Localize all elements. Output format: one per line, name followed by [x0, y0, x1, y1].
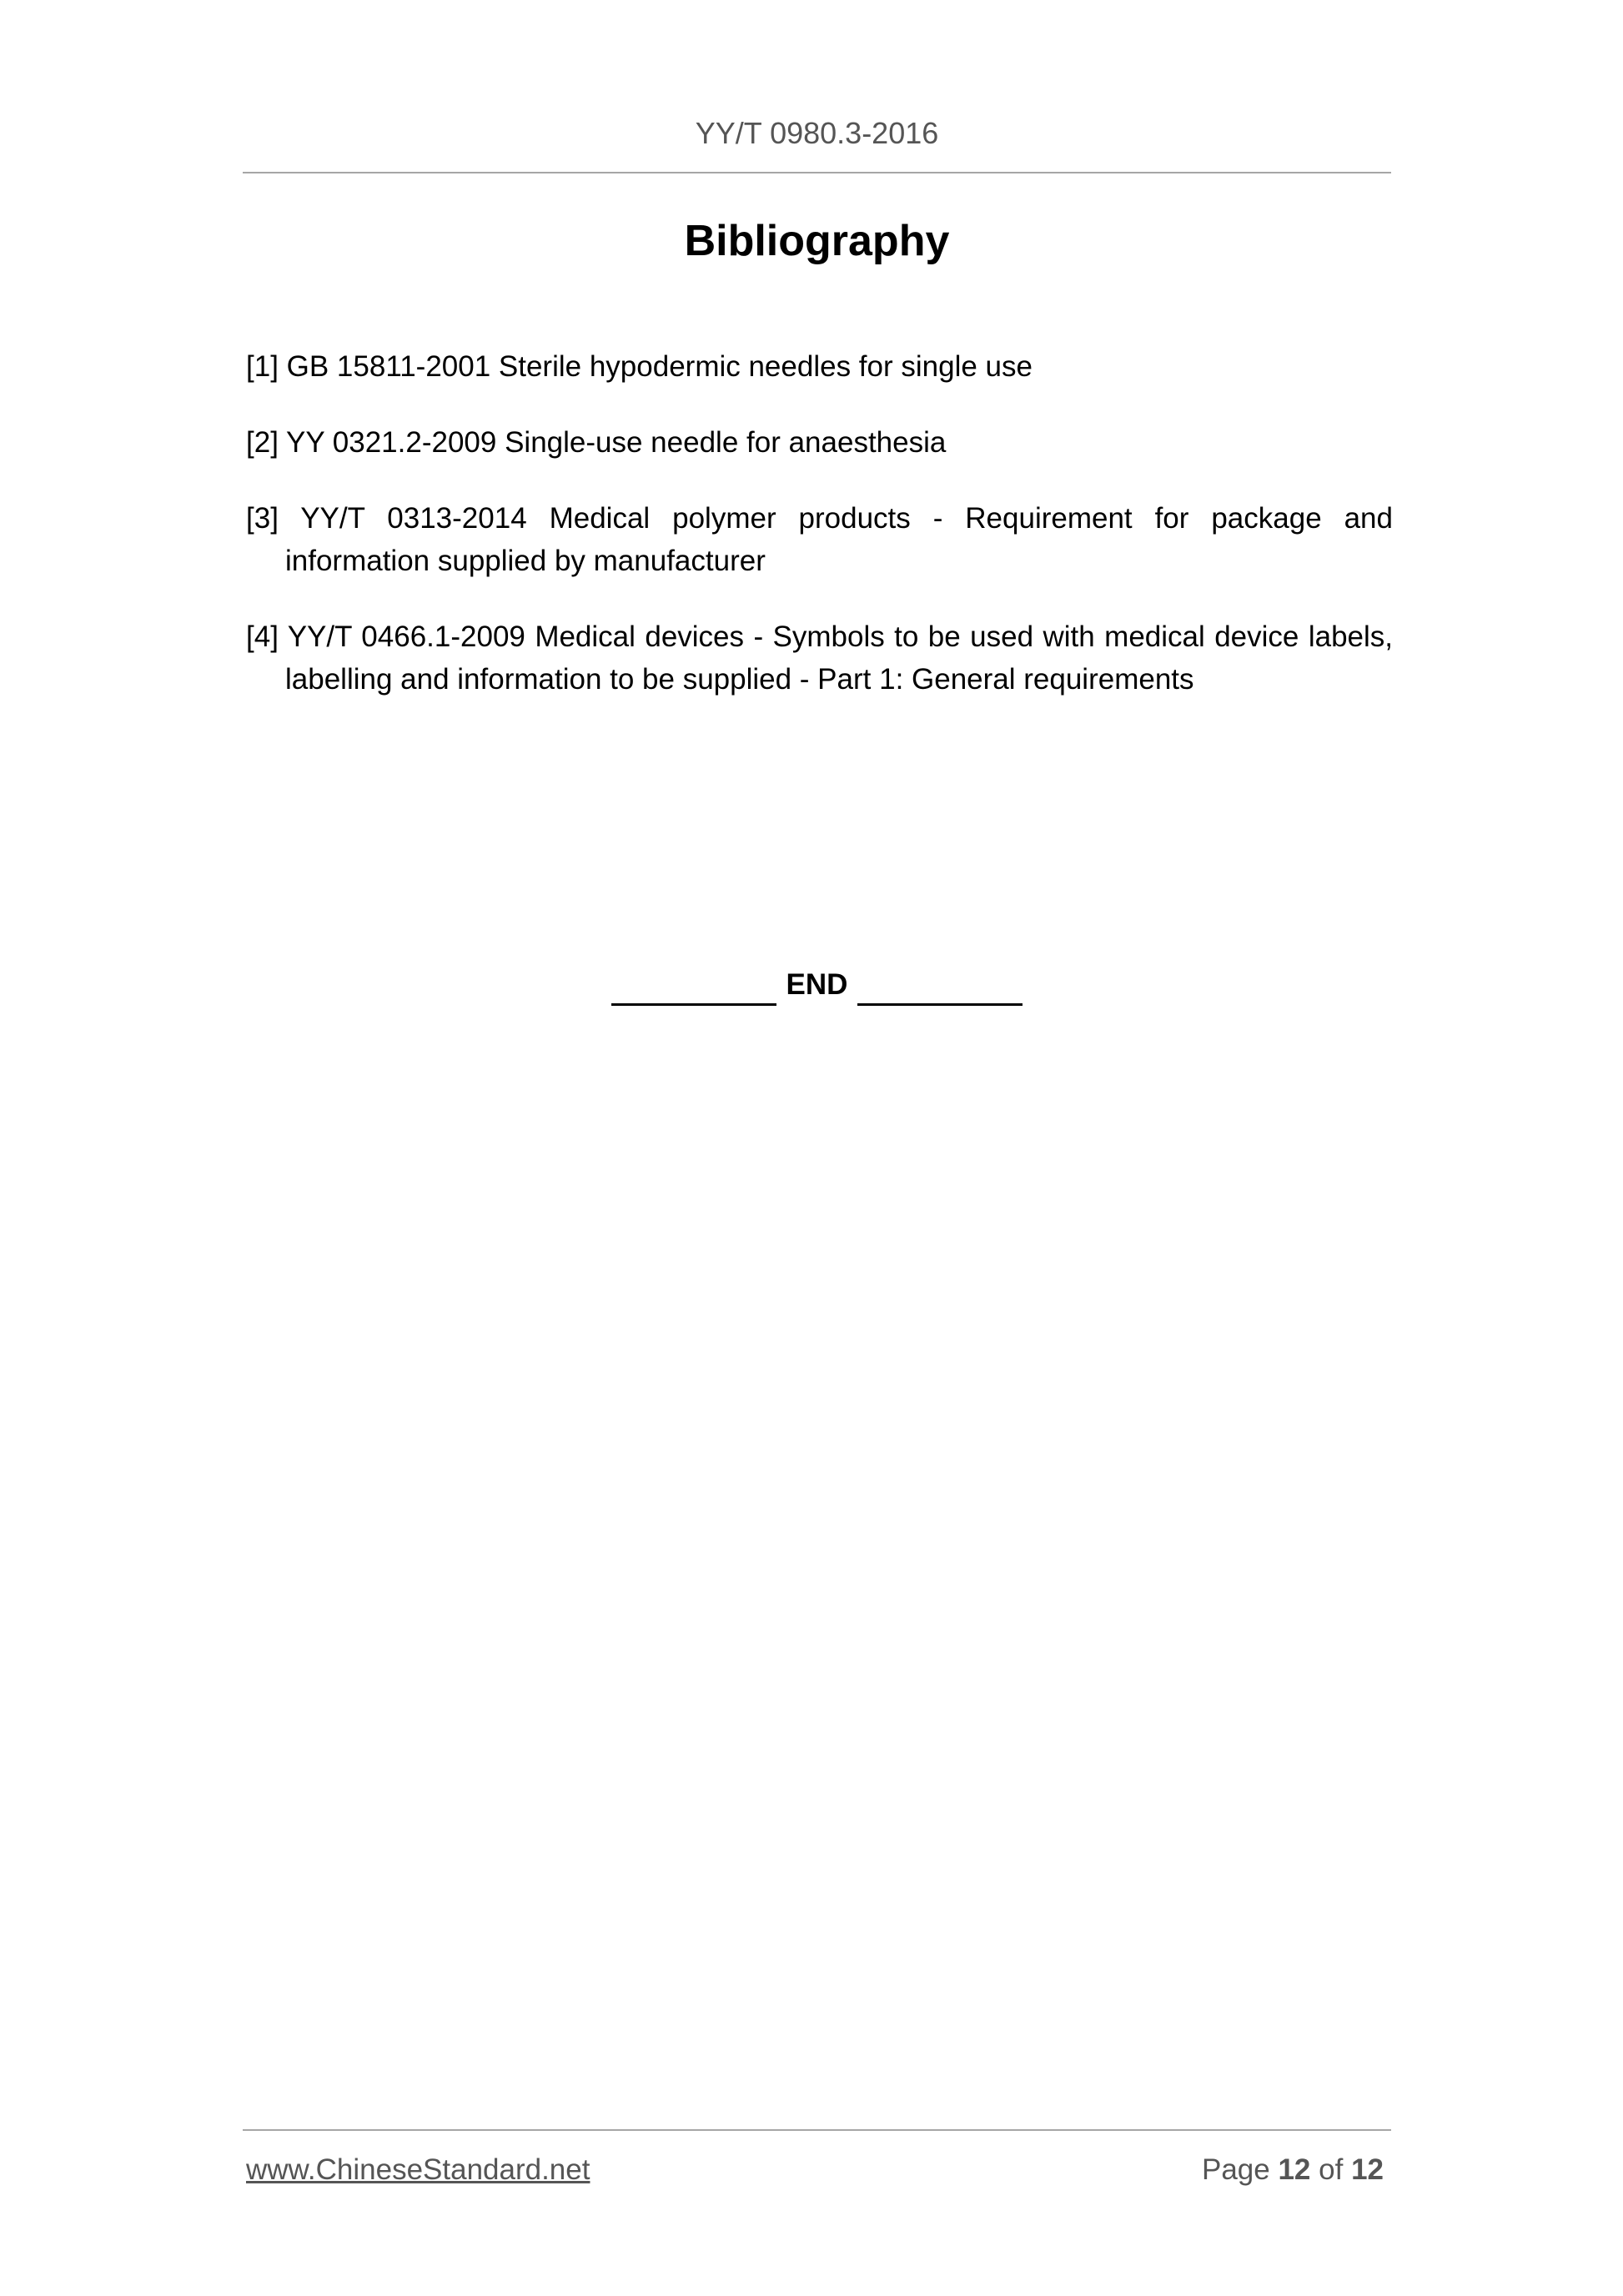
page-title: Bibliography: [684, 217, 950, 265]
header-divider: [243, 172, 1391, 173]
end-marker: [243, 964, 1391, 1006]
bibliography-list: [246, 345, 1393, 734]
document-header-id: YY/T 0980.3-2016: [695, 116, 939, 150]
bibliography-entry-1: [1] GB 15811-2001 Sterile hypodermic needles for single use: [246, 350, 1033, 383]
bibliography-entry-3: [3] YY/T 0313-2014 Medical polymer products - Requirement for package and information supplied by manufacturer: [246, 502, 1393, 577]
end-left-rule: [611, 967, 776, 1006]
page-total: 12: [1351, 2153, 1384, 2186]
page-current: 12: [1278, 2153, 1311, 2186]
footer-website-link[interactable]: www.ChineseStandard.net: [246, 2153, 590, 2186]
end-label: END: [786, 968, 848, 1001]
bibliography-entry-4: [4] YY/T 0466.1-2009 Medical devices - Symbols to be used with medical device labels, labelling and information to be supplied - Part 1: General requirements: [246, 620, 1393, 696]
page-word: Page: [1201, 2153, 1270, 2186]
page-of-word: of: [1319, 2153, 1344, 2186]
end-right-rule: [857, 967, 1023, 1006]
footer-divider: [243, 2129, 1391, 2131]
bibliography-entry-2: [2] YY 0321.2-2009 Single-use needle for anaesthesia: [246, 426, 947, 459]
footer-page-number: [1202, 2150, 1384, 2190]
